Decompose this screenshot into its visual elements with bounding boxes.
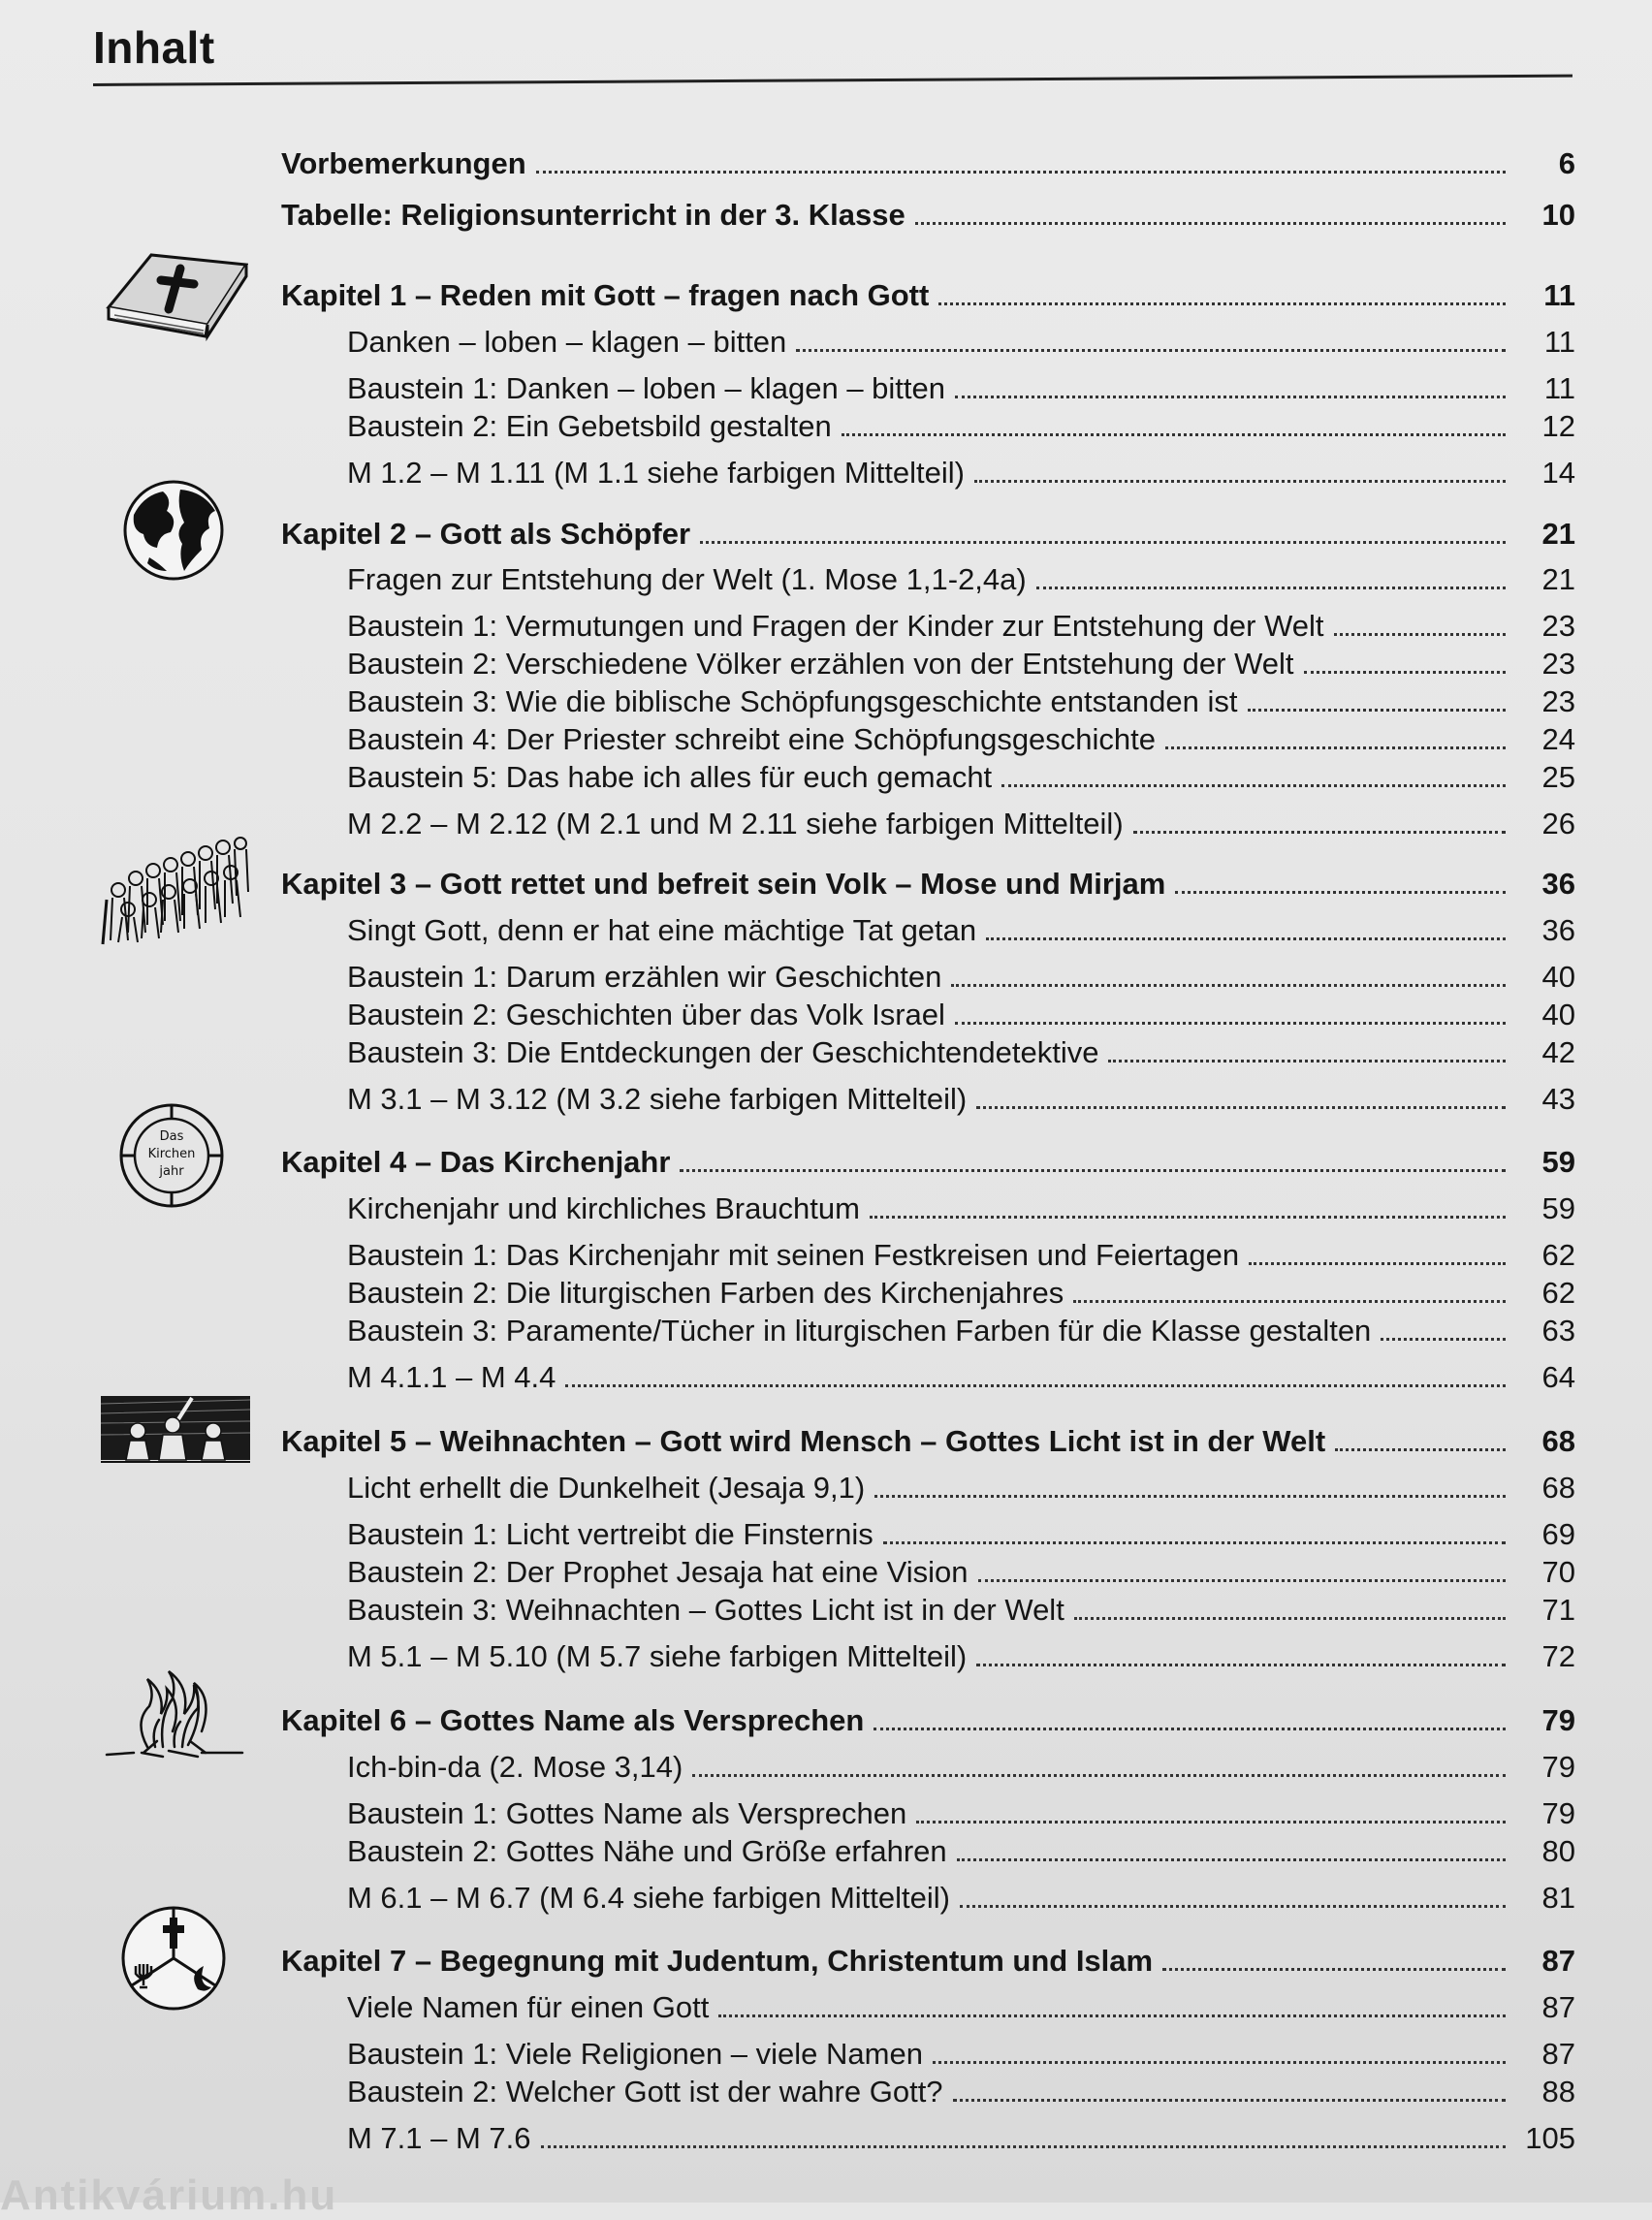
page-title: Inhalt: [93, 22, 215, 73]
church-year-label-1: Das: [159, 1129, 184, 1144]
toc-entry[interactable]: Baustein 1: Gottes Name als Versprechen 79: [347, 1796, 1575, 1830]
toc-entry[interactable]: Baustein 2: Ein Gebetsbild gestalten 12: [347, 409, 1575, 443]
toc-chapter-2[interactable]: Kapitel 2 – Gott als Schöpfer 21: [281, 517, 1575, 551]
toc-entry[interactable]: Baustein 1: Vermutungen und Fragen der Kinder zur Entstehung der Welt 23: [347, 609, 1575, 643]
toc-entry[interactable]: Baustein 2: Geschichten über das Volk Israel 40: [347, 998, 1575, 1031]
toc-entry[interactable]: M 4.1.1 – M 4.4 64: [347, 1360, 1575, 1394]
toc-entry[interactable]: Kirchenjahr und kirchliches Brauchtum 59: [347, 1191, 1575, 1225]
bible-icon: [101, 247, 248, 344]
religions-symbol-icon: [120, 1904, 227, 2013]
toc-chapter-5[interactable]: Kapitel 5 – Weihnachten – Gott wird Mensch – Gottes Licht ist in der Welt 68: [281, 1424, 1575, 1458]
church-year-label-2: Kirchen: [147, 1147, 196, 1161]
toc-chapter-4[interactable]: Kapitel 4 – Das Kirchenjahr 59: [281, 1145, 1575, 1179]
toc-chapter-6[interactable]: Kapitel 6 – Gottes Name als Versprechen 79: [281, 1703, 1575, 1737]
toc-entry[interactable]: Baustein 4: Der Priester schreibt eine Schöpfungsgeschichte 24: [347, 722, 1575, 756]
toc-entry[interactable]: Baustein 1: Licht vertreibt die Finsternis 69: [347, 1517, 1575, 1551]
burning-bush-icon: [105, 1664, 244, 1760]
toc-entry[interactable]: M 1.2 – M 1.11 (M 1.1 siehe farbigen Mittelteil) 14: [347, 456, 1575, 490]
toc-entry[interactable]: Baustein 3: Die Entdeckungen der Geschichtendetektive 42: [347, 1035, 1575, 1069]
toc-entry[interactable]: Baustein 3: Paramente/Tücher in liturgischen Farben für die Klasse gestalten 63: [347, 1314, 1575, 1348]
toc-entry[interactable]: M 2.2 – M 2.12 (M 2.1 und M 2.11 siehe farbigen Mittelteil) 26: [347, 807, 1575, 840]
toc-entry[interactable]: Baustein 1: Darum erzählen wir Geschichten 40: [347, 960, 1575, 994]
church-year-wheel-icon: [118, 1101, 225, 1210]
watermark-text: Antikvárium.hu: [0, 2172, 338, 2219]
toc-entry[interactable]: Vorbemerkungen 6: [281, 146, 1575, 180]
toc-chapter-3[interactable]: Kapitel 3 – Gott rettet und befreit sein Volk – Mose und Mirjam 36: [281, 867, 1575, 901]
toc-entry[interactable]: Fragen zur Entstehung der Welt (1. Mose 1,1-2,4a) 21: [347, 562, 1575, 596]
church-year-label-3: jahr: [159, 1164, 184, 1179]
toc-entry[interactable]: Baustein 2: Gottes Nähe und Größe erfahren 80: [347, 1834, 1575, 1868]
toc-entry[interactable]: Ich-bin-da (2. Mose 3,14) 79: [347, 1750, 1575, 1784]
people-crowd-icon: [99, 832, 250, 946]
toc-entry[interactable]: Baustein 1: Danken – loben – klagen – bitten 11: [347, 371, 1575, 405]
toc-entry[interactable]: M 5.1 – M 5.10 (M 5.7 siehe farbigen Mittelteil) 72: [347, 1639, 1575, 1673]
toc-entry[interactable]: Baustein 5: Das habe ich alles für euch gemacht 25: [347, 760, 1575, 794]
toc-entry[interactable]: Singt Gott, denn er hat eine mächtige Tat getan 36: [347, 913, 1575, 947]
toc-entry[interactable]: Viele Namen für einen Gott 87: [347, 1990, 1575, 2024]
toc-entry[interactable]: M 3.1 – M 3.12 (M 3.2 siehe farbigen Mittelteil) 43: [347, 1082, 1575, 1116]
toc-chapter-7[interactable]: Kapitel 7 – Begegnung mit Judentum, Christentum und Islam 87: [281, 1944, 1575, 1978]
christmas-night-icon: [99, 1394, 252, 1468]
toc-entry[interactable]: Licht erhellt die Dunkelheit (Jesaja 9,1) 68: [347, 1471, 1575, 1505]
toc-entry[interactable]: Baustein 2: Verschiedene Völker erzählen von der Entstehung der Welt 23: [347, 647, 1575, 681]
toc-entry[interactable]: M 6.1 – M 6.7 (M 6.4 siehe farbigen Mittelteil) 81: [347, 1881, 1575, 1915]
toc-entry[interactable]: Baustein 2: Die liturgischen Farben des Kirchenjahres 62: [347, 1276, 1575, 1310]
toc-entry[interactable]: Baustein 3: Weihnachten – Gottes Licht ist in der Welt 71: [347, 1593, 1575, 1627]
toc-entry[interactable]: Baustein 2: Der Prophet Jesaja hat eine Vision 70: [347, 1555, 1575, 1589]
globe-icon: [120, 478, 227, 583]
toc-entry[interactable]: Tabelle: Religionsunterricht in der 3. Klasse 10: [281, 198, 1575, 232]
toc-entry[interactable]: Baustein 3: Wie die biblische Schöpfungsgeschichte entstanden ist 23: [347, 684, 1575, 718]
toc-entry[interactable]: Danken – loben – klagen – bitten 11: [347, 325, 1575, 359]
toc-entry[interactable]: Baustein 2: Welcher Gott ist der wahre Gott? 88: [347, 2075, 1575, 2109]
title-rule: [93, 75, 1573, 86]
toc-entry[interactable]: Baustein 1: Viele Religionen – viele Namen 87: [347, 2037, 1575, 2071]
toc-chapter-1[interactable]: Kapitel 1 – Reden mit Gott – fragen nach Gott 11: [281, 278, 1575, 312]
toc-entry[interactable]: Baustein 1: Das Kirchenjahr mit seinen Festkreisen und Feiertagen 62: [347, 1238, 1575, 1272]
toc-entry[interactable]: M 7.1 – M 7.6 105: [347, 2121, 1575, 2155]
